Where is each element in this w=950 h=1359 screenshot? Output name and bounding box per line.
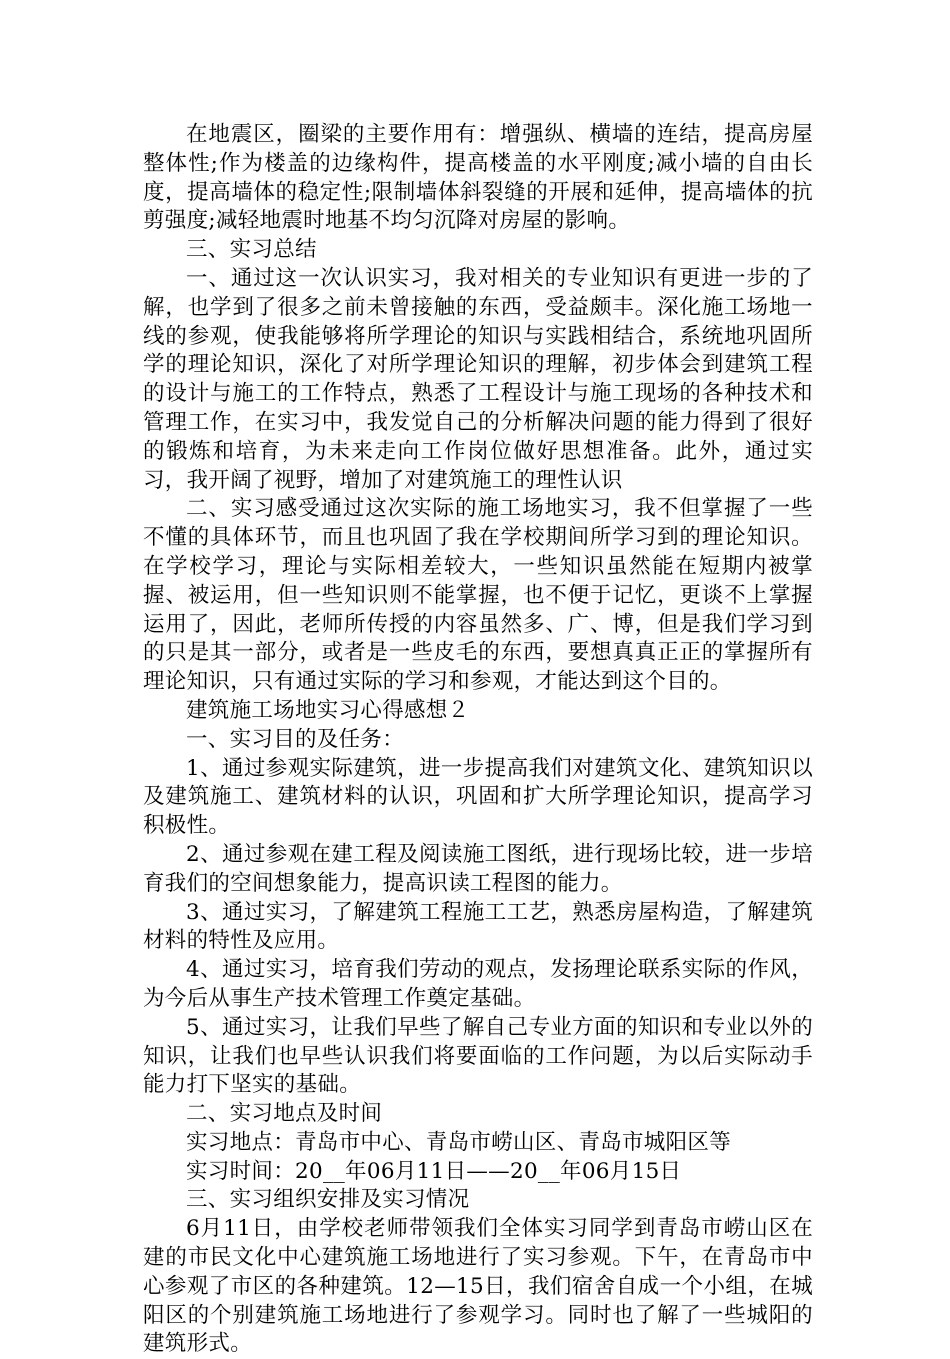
- internship-time: 实习时间：20__年06月11日——20__年06月15日: [186, 1158, 682, 1184]
- internship-location: 实习地点：青岛市中心、青岛市崂山区、青岛市城阳区等: [186, 1129, 732, 1155]
- heading-purpose-and-tasks: 一、实习目的及任务：: [186, 726, 405, 752]
- paragraph-purpose-2: 2、通过参观在建工程及阅读施工图纸，进行现场比较，进一步培育我们的空间想象能力，提高识读工程图的能力。: [143, 841, 813, 896]
- heading-article-two-title: 建筑施工场地实习心得感想２: [186, 697, 470, 723]
- paragraph-june-11: 6月11日，由学校老师带领我们全体实习同学到青岛市崂山区在建的市民文化中心建筑施工场地进行了实习参观。下午，在青岛市中心参观了市区的各种建筑。12—15日，我们宿舍自成一个小组，在城阳区的个别建筑施工场地进行了参观学习。同时也了解了一些城阳的建筑形式。: [143, 1216, 813, 1357]
- heading-internship-summary: 三、实习总结: [186, 237, 317, 263]
- paragraph-summary-two: 二、实习感受通过这次实际的施工场地实习，我不但掌握了一些不懂的具体环节，而且也巩固了我在学校期间所学习到的理论知识。在学校学习，理论与实际相差较大，一些知识虽然能在短期内被掌握、被运用，但一些知识则不能掌握，也不便于记忆，更谈不上掌握运用了，因此，老师所传授的内容虽然多、广、博，但是我们学习到的只是其一部分，或者是一些皮毛的东西，要想真真正正的掌握所有理论知识，只有通过实际的学习和参观，才能达到这个目的。: [143, 496, 813, 695]
- heading-location-and-time: 二、实习地点及时间: [186, 1101, 383, 1127]
- paragraph-purpose-1: 1、通过参观实际建筑，进一步提高我们对建筑文化、建筑知识以及建筑施工、建筑材料的认识，巩固和扩大所学理论知识，提高学习积极性。: [143, 755, 813, 839]
- paragraph-purpose-4: 4、通过实习，培育我们劳动的观点，发扬理论联系实际的作风，为今后从事生产技术管理工作奠定基础。: [143, 957, 813, 1011]
- heading-organization: 三、实习组织安排及实习情况: [186, 1187, 470, 1213]
- paragraph-ring-beam-functions: 在地震区，圈梁的主要作用有：增强纵、横墙的连结，提高房屋整体性;作为楼盖的边缘构件，提高楼盖的水平刚度;减小墙的自由长度，提高墙体的稳定性;限制墙体斜裂缝的开展和延伸，提高墙体的抗剪强度;减轻地震时地基不均匀沉降对房屋的影响。: [143, 122, 813, 234]
- paragraph-summary-one: 一、通过这一次认识实习，我对相关的专业知识有更进一步的了解，也学到了很多之前未曾接触的东西，受益颇丰。深化施工场地一线的参观，使我能够将所学理论的知识与实践相结合，系统地巩固所学的理论知识，深化了对所学理论知识的理解，初步体会到建筑工程的设计与施工的工作特点，熟悉了工程设计与施工现场的各种技术和管理工作，在实习中，我发觉自己的分析解决问题的能力得到了很好的锻炼和培育，为未来走向工作岗位做好思想准备。此外，通过实习，我开阔了视野，增加了对建筑施工的理性认识: [143, 265, 813, 493]
- paragraph-purpose-3: 3、通过实习，了解建筑工程施工工艺，熟悉房屋构造，了解建筑材料的特性及应用。: [143, 899, 813, 954]
- paragraph-purpose-5: 5、通过实习，让我们早些了解自己专业方面的知识和专业以外的知识，让我们也早些认识我们将要面临的工作问题，为以后实际动手能力打下坚实的基础。: [143, 1014, 813, 1098]
- document-page: [143, 121, 813, 1359]
